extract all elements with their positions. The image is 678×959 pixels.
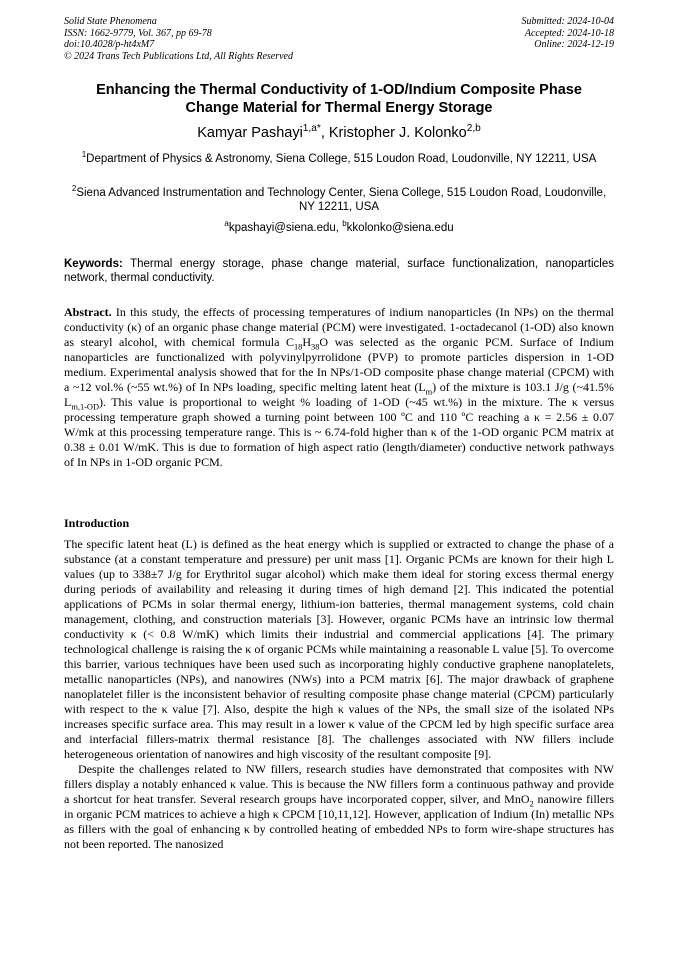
abstract-sub-3: m — [425, 387, 433, 397]
introduction-paragraph-1: The specific latent heat (L) is defined as the heat energy which is supplied or extracted to change the phase of a substance (at a constant temperature and pressure) per unit mass [1]. Organic PCMs are known for their high L values (up to 338±7 J/g for Erythritol sugar alcohol) which make them ideal for storing excess thermal energy during periods of availability and releasing it during times of high demand [2]. This indicated the potential applications of PCMs in solar thermal energy, lithium-ion batteries, thermal management systems, cold chain management, clothing, and construction materials [3]. However, organic PCMs have an intrinsic low thermal conductivity κ (< 0.8 W/mK) which limits their industrial and commercial applications [4]. The primary technological challenge is raising the κ of organic PCMs while maintaining a reasonable L value [5]. To overcome this barrier, various techniques have been used such as incorporating highly conductive graphene nanoplatelets, metallic nanoparticles (NPs), and nanowires (NWs) into a PCM matrix [6]. The major drawback of graphene nanoplatelet filler is the inconsistent behavior of resulting composite phase change material (CPCM) particularly with respect to the κ value [7]. Also, despite the high κ values of the NPs, the small size of the isolated NPs increases specific surface area. This may result in a lower κ value of the CPCM led by high specific surface area and interfacial fillers-matrix thermal resistance [8]. The challenges associated with NW fillers include heterogeneous orientation of nanowires and high viscosity of the resultant composite [9]. — [64, 537, 614, 761]
email-b-link[interactable]: kkolonko@siena.edu — [346, 222, 454, 234]
title-line-1: Enhancing the Thermal Conductivity of 1-OD/Indium Composite Phase — [96, 82, 582, 98]
affiliation-2-text: Siena Advanced Instrumentation and Technology Center, Siena College, 515 Loudon Road, Loudonville, NY 12211, USA — [76, 187, 607, 213]
abstract-text-5: ). This value is proportional to weight % loading of 1-OD (~45 wt.%) in the mixture. The κ versus processing temperature graph showed a turning point between 100 ºC and 110 ºC reaching a κ = 2.56 ± 0.07 W/mk at this processing temperature range. This is ~ 6.74-fold higher than κ of the 1-OD organic PCM matrix at 0.38 ± 0.01 W/mK. This is due to formation of high aspect ratio (length/diameter) conductive network pathways of In NPs in 1-OD organic PCM. — [64, 395, 614, 469]
intro-p2-text-a: Despite the challenges related to NW fillers, research studies have demonstrated that composites with NW fillers display a notably enhanced κ value. This is because the NW fillers form a continuous pathway and provide a shortcut for heat transfer. Several research groups have incorporated copper, silver, and MnO — [64, 762, 614, 806]
abstract-label: Abstract. — [64, 305, 112, 319]
abstract-sub-4: m,1-OD — [71, 402, 100, 412]
author-list — [40, 124, 638, 142]
dates-header — [522, 16, 615, 51]
copyright-line: © 2024 Trans Tech Publications Ltd, All Rights Reserved — [64, 50, 293, 62]
intro-p2-sub: 2 — [529, 799, 534, 809]
abstract-block — [64, 305, 614, 470]
introduction-heading: Introduction — [64, 516, 130, 530]
author-2-sup: 2,b — [466, 123, 481, 135]
abstract-sub-2: 38 — [311, 342, 320, 352]
journal-name: Solid State Phenomena — [64, 16, 157, 27]
accepted-date: Accepted: 2024-10-18 — [524, 27, 614, 39]
author-separator: , — [320, 125, 329, 141]
affiliation-1 — [64, 152, 614, 166]
email-a-link[interactable]: kpashayi@siena.edu — [228, 222, 336, 234]
keywords-block — [64, 257, 614, 285]
title-line-2: Change Material for Thermal Energy Storage — [185, 99, 493, 116]
email-line — [40, 221, 638, 235]
author-2-name: Kristopher J. Kolonko — [328, 125, 467, 141]
journal-header — [64, 16, 293, 62]
email-separator: , — [335, 222, 343, 234]
doi-link[interactable]: doi:10.4028/p-ht4xM7 — [64, 39, 155, 50]
affiliation-1-sup: 1 — [81, 150, 87, 160]
affiliation-2-sup: 2 — [71, 184, 77, 194]
abstract-text-2: H — [302, 335, 312, 349]
keywords-label: Keywords: — [64, 258, 123, 270]
issn-line: ISSN: 1662-9779, Vol. 367, pp 69-78 — [64, 27, 212, 39]
abstract-text-1: In this study, the effects of processing temperatures of indium nanoparticles (In NPs) on the thermal conductivity (κ) of an organic phase change material (PCM) were investigated. 1-octadecanol (1-OD) also known as stearyl alcohol, with chemical formula C — [64, 305, 614, 349]
email-a-sup: a — [224, 219, 229, 229]
abstract-text-3: O was selected as the organic PCM. Surface of Indium nanoparticles are functionalized with polyvinylpyrrolidone (PVP) to promote particles dispersion in 1-OD medium. Experimental analysis showed that for the In NPs/1-OD composite phase change material (CPCM) with a ~12 vol.% (~55 wt.%) of In NPs loading, specific melting latent heat (L — [64, 335, 615, 394]
abstract-text-4: ) of the mixture is 103.1 J/g (~41.5% L — [64, 380, 614, 409]
keywords-text: Thermal energy storage, phase change material, surface functionalization, nanoparticles network, thermal conductivity. — [64, 258, 614, 284]
intro-p2-text-b: nanowire fillers in organic PCM matrices to achieve a high κ CPCM [10,11,12]. However, application of Indium (In) metallic NPs as fillers with the goal of enhancing κ by controlled heating of embedded NPs to form wire-shape structures has not been reported. The nanosized — [64, 792, 614, 851]
affiliation-2 — [64, 186, 614, 214]
submitted-date: Submitted: 2024-10-04 — [521, 16, 614, 27]
author-1-sup: 1,a* — [302, 123, 321, 135]
introduction-paragraph-2 — [64, 762, 614, 852]
email-b-sup: b — [342, 219, 347, 229]
introduction-body — [64, 537, 614, 852]
author-1-name: Kamyar Pashayi — [197, 125, 303, 141]
paper-title — [40, 82, 638, 117]
online-date: Online: 2024-12-19 — [534, 39, 614, 50]
abstract-sub-1: 18 — [293, 342, 303, 352]
affiliation-1-text: Department of Physics & Astronomy, Siena College, 515 Loudon Road, Loudonville, NY 12211, USA — [86, 153, 597, 165]
